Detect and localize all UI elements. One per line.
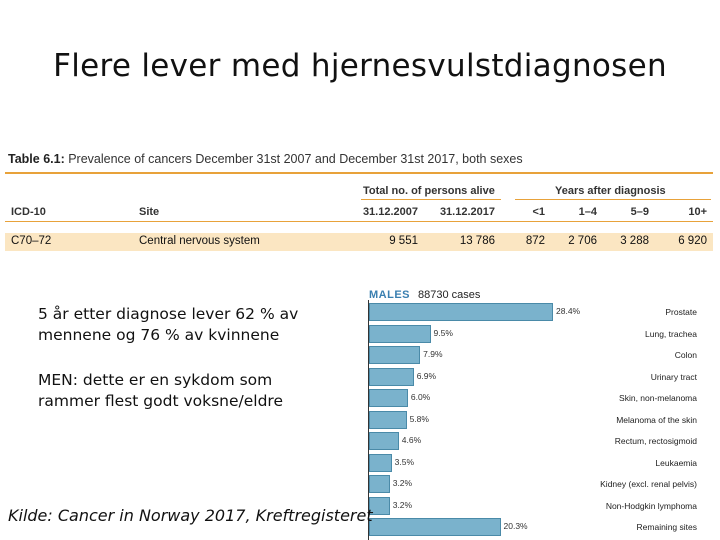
chart-category-label: Remaining sites [636, 522, 697, 532]
cell-site: Central nervous system [139, 235, 260, 247]
survival-text [38, 304, 298, 346]
col-5-9: 5–9 [630, 206, 649, 218]
chart-bar [369, 454, 392, 472]
table-caption-number: Table 6.1: [8, 152, 65, 166]
chart-bar [369, 432, 399, 450]
chart-bar-value-label: 6.0% [410, 392, 431, 402]
col-2017: 31.12.2017 [439, 206, 495, 218]
cell-icd10: C70–72 [11, 235, 52, 247]
chart-bar [369, 346, 420, 364]
col-site: Site [139, 206, 160, 218]
chart-bar [369, 325, 431, 343]
chart-category-label: Melanoma of the skin [616, 414, 697, 425]
chart-bar [369, 368, 414, 386]
chart-bar-value-label: 28.4% [556, 306, 581, 316]
chart-category-label: Prostate [665, 307, 697, 317]
chart-header-cases: 88730 cases [418, 289, 481, 301]
chart-bar-value-label: 7.9% [423, 349, 443, 359]
chart-bar-value-label: 6.9% [416, 370, 437, 381]
chart-category-label: Urinary tract [650, 371, 697, 382]
slide-title: Flere lever med hjernesvulstdiagnosen [53, 48, 667, 84]
age-text-line-2: rammer flest godt voksne/eldre [38, 392, 283, 410]
col-icd10: ICD-10 [11, 206, 46, 218]
chart-bar-value-label: 3.5% [394, 456, 415, 467]
col-2007: 31.12.2007 [362, 206, 418, 218]
chart-category-label: Kidney (excl. renal pelvis) [600, 479, 697, 489]
cell-2007: 9 551 [389, 235, 418, 247]
chart-bar-value-label: 5.8% [409, 413, 429, 424]
cell-5-9: 3 288 [620, 235, 649, 247]
males-cancer-chart [355, 284, 705, 540]
table-header-rule [5, 221, 713, 222]
cell-10plus: 6 920 [678, 235, 707, 247]
chart-bar [369, 303, 553, 321]
header-years-after: Years after diagnosis [555, 185, 666, 197]
chart-bar-value-label: 3.2% [392, 478, 413, 488]
chart-category-label: Leukaemia [655, 457, 697, 468]
header-years-underline [515, 199, 711, 200]
col-1-4: 1–4 [578, 206, 597, 218]
chart-bar-value-label: 20.3% [503, 521, 528, 531]
chart-category-label: Lung, trachea [645, 328, 697, 339]
table-caption-text: Prevalence of cancers December 31st 2007 and December 31st 2017, both sexes [64, 152, 523, 166]
col-lt1: <1 [532, 206, 545, 218]
cell-lt1: 872 [525, 235, 545, 247]
col-10plus: 10+ [688, 206, 707, 218]
table-top-rule [5, 172, 713, 174]
chart-category-label: Skin, non-melanoma [619, 393, 697, 403]
header-total-persons: Total no. of persons alive [363, 185, 495, 197]
chart-bar-value-label: 3.2% [392, 499, 413, 510]
chart-category-label: Non-Hodgkin lymphoma [605, 500, 697, 511]
chart-bar-value-label: 9.5% [433, 327, 453, 338]
chart-header [369, 289, 480, 301]
cell-1-4: 2 706 [568, 235, 597, 247]
chart-category-label: Rectum, rectosigmoid [614, 436, 697, 446]
survival-text-line-2: mennene og 76 % av kvinnene [38, 326, 280, 344]
chart-bar [369, 475, 390, 493]
header-total-underline [361, 199, 501, 200]
survival-text-line-1: 5 år etter diagnose lever 62 % av [38, 305, 299, 323]
table-caption [8, 152, 523, 166]
age-text-line-1: MEN: dette er en sykdom som [38, 371, 273, 389]
chart-bar-value-label: 4.6% [401, 435, 422, 445]
cell-2017: 13 786 [459, 235, 495, 247]
chart-bar [369, 411, 407, 429]
chart-header-males: MALES [369, 289, 410, 301]
chart-bar [369, 518, 501, 536]
age-text [38, 370, 283, 412]
source-credit: Kilde: Cancer in Norway 2017, Kreftregisteret [8, 506, 373, 525]
prevalence-table [5, 146, 715, 254]
chart-bar [369, 389, 408, 407]
chart-category-label: Colon [674, 350, 697, 360]
